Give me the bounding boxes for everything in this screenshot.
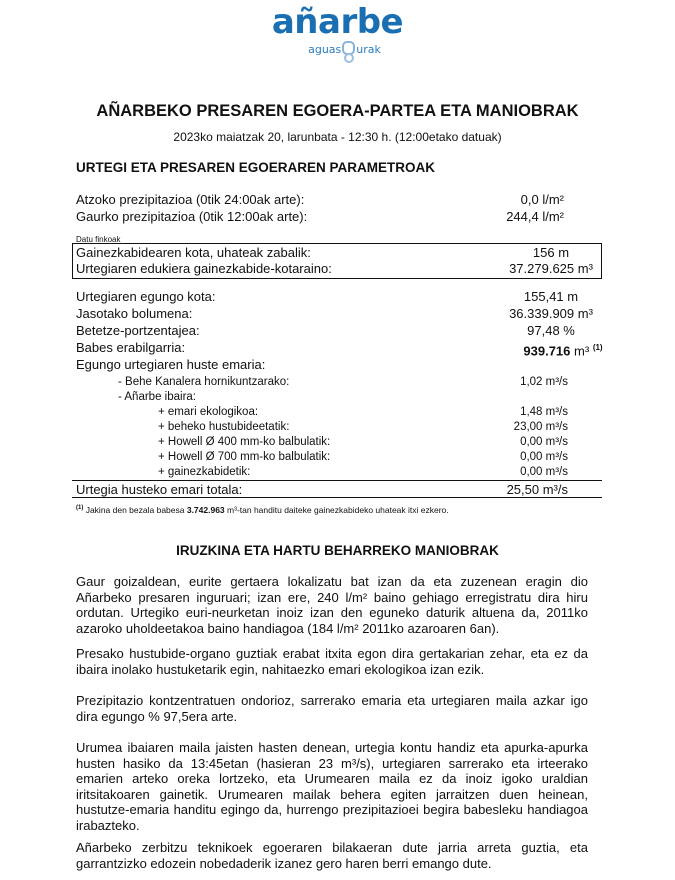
param-row-capacity: [76, 261, 593, 277]
comment-paragraph-2: Presako hustubide-organo guztiak erabat itxita egon dira gertakarian zehar, eta ez da ibaira inolako hustuketarik egin, nahitaezko emari ekologikoa izan ezik.: [76, 646, 588, 677]
footnote-text-post: m³-tan handitu daiteke gainezkabideko uhateak itxi ezkero.: [224, 505, 449, 515]
total-divider-bottom: [72, 497, 602, 498]
outflow-row: [76, 449, 576, 465]
outflow-row: [76, 419, 576, 435]
outflow-value: 23,00 m³/s: [513, 421, 568, 433]
logo-tagline-urak: urak: [356, 43, 381, 56]
comment-paragraph-3: Prezipitazio kontzentratuen ondorioz, sarrerako emaria eta urtegiaren maila azkar igo dira egungo % 97,5era arte.: [76, 693, 588, 724]
reserve-value: 939.716: [523, 343, 571, 359]
param-value: 155,41 m: [523, 289, 579, 304]
section-heading-comments: IRUZKINA ETA HARTU BEHARREKO MANIOBRAK: [176, 543, 499, 558]
param-row-yesterday-precip: [76, 192, 576, 208]
report-date: 2023ko maiatzak 20, larunbata - 12:30 h. (12:00etako datuak): [173, 130, 502, 144]
outflow-label: - Behe Kanalera hornikuntzarako:: [118, 376, 290, 388]
param-label: Betetze-portzentajea:: [76, 323, 200, 338]
anarbe-logo: [0, 4, 675, 58]
footnote: [76, 505, 449, 515]
logo-wordmark: añarbe: [271, 2, 404, 42]
outflow-row: [76, 374, 576, 390]
param-row-spillway-level: [76, 245, 576, 261]
footnote-bold-value: 3.742.963: [186, 505, 225, 515]
param-value: 37.279.625 m³: [509, 261, 593, 276]
total-label: Urtegia husteko emari totala:: [76, 482, 243, 497]
reserve-unit: m³: [574, 343, 590, 359]
logo-tagline-aguas: aguas: [308, 43, 342, 56]
section-heading-parameters: URTEGI ETA PRESAREN EGOERAREN PARAMETROAK: [76, 160, 436, 175]
outflow-value: 0,00 m³/s: [520, 436, 568, 448]
outflow-label: + gainezkabidetik:: [158, 466, 251, 478]
outflow-label: + beheko hustubideetatik:: [158, 421, 290, 433]
footnote-text-pre: Jakina den bezala babesa: [83, 505, 187, 515]
outflow-label: + emari ekologikoa:: [158, 406, 259, 418]
outflow-value: 0,00 m³/s: [520, 466, 568, 478]
outflow-row: [76, 404, 576, 420]
param-value: 244,4 l/m²: [506, 209, 564, 224]
param-label: Gaurko prezipitazioa (0tik 12:00ak arte):: [76, 209, 308, 224]
fixed-data-caption: Datu finkoak: [76, 235, 121, 244]
param-label: Urtegiaren edukiera gainezkabide-kotaraino:: [76, 261, 332, 276]
param-label: Urtegiaren egungo kota:: [76, 289, 216, 304]
comment-paragraph-1: Gaur goizaldean, eurite gertaera lokalizatu bat izan da eta zuzenean eragin dio Añarbeko presaren inguruari; izan ere, 240 l/m² baino gehiago erregistratu dira hiru ordutan. Urtegiko euri-neurketan inoiz izan den eguneko daturik altuena da, 2011ko azaroko uholdeetakoa baino handiagoa (184 l/m² 2011ko azaroaren 6an).: [76, 574, 588, 636]
param-label: Jasotako bolumena:: [76, 306, 193, 321]
logo-tagline: [308, 41, 381, 56]
param-value: 36.339.909 m³: [509, 306, 593, 321]
param-row-reserve: [76, 340, 603, 359]
footnote-ref: (1): [592, 343, 603, 352]
param-value: 0,0 l/m²: [520, 192, 564, 207]
page-title: AÑARBEKO PRESAREN EGOERA-PARTEA ETA MANIOBRAK: [96, 102, 579, 120]
param-label: Babes erabilgarria:: [76, 340, 186, 355]
param-value: 156 m: [532, 245, 570, 260]
outflow-row: [76, 389, 576, 405]
param-label: Gainezkabidearen kota, uhateak zabalik:: [76, 245, 311, 260]
param-value: 97,48 %: [527, 323, 575, 338]
comment-paragraph-5: Añarbeko zerbitzu teknikoek egoeraren bilakaeran dute jarria arreta guztia, eta garrantzizko edozein nobedaderik izanez gero haren berri emango dute.: [76, 840, 588, 871]
param-label: Atzoko prezipitazioa (0tik 24:00ak arte):: [76, 192, 305, 207]
param-row-fill-percentage: [76, 323, 576, 339]
outflow-label: + Howell Ø 700 mm-ko balbulatik:: [158, 451, 331, 463]
param-label: Egungo urtegiaren huste emaria:: [76, 357, 266, 372]
outflow-value: 1,48 m³/s: [520, 406, 568, 418]
outflow-label: - Añarbe ibaira:: [118, 391, 196, 403]
outflow-heading: [76, 357, 576, 373]
comment-paragraph-4: Urumea ibaiaren maila jaisten hasten denean, urtegia kontu handiz eta apurka-apurka husten hasiko da 13:45etan (hasieran 23 m³/s), urtegiaren sarrerako eta irteerako emarien arteko oreka lortzeko, eta Urumearen maila ez da inoiz igoko uraldian iritsitakoaren gainetik. Urumearen mailak behera egiten jarraitzen duen heinean, hustutze-emaria handitu egingo da, hurrengo prezipitazioei begira babesleku handiagoa irabazteko.: [76, 740, 588, 833]
footnote-mark: (1): [76, 505, 84, 512]
param-row-current-level: [76, 289, 579, 305]
outflow-row: [76, 464, 576, 480]
water-drop-small-icon: [344, 53, 354, 63]
param-row-volume: [76, 306, 593, 322]
outflow-label: + Howell Ø 400 mm-ko balbulatik:: [158, 436, 331, 448]
outflow-row: [76, 434, 576, 450]
outflow-total-row: [76, 482, 576, 498]
outflow-value: 1,02 m³/s: [520, 376, 568, 388]
total-value: 25,50 m³/s: [506, 482, 568, 497]
param-row-today-precip: [76, 209, 576, 225]
total-divider-top: [72, 480, 602, 481]
outflow-value: 0,00 m³/s: [520, 451, 568, 463]
